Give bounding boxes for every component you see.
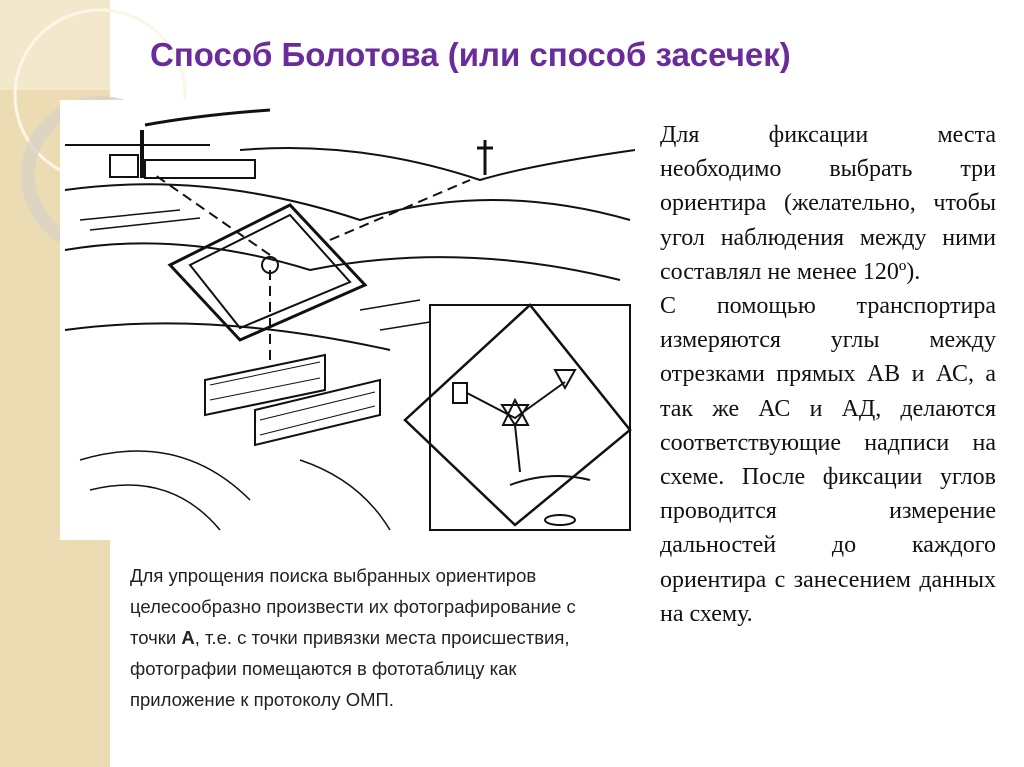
photo-note-before: Для упрощения поиска выбранных ориентиров целесообразно произвести их фотографирование с точки bbox=[130, 565, 576, 648]
photo-note-after: , т.е. с точки привязки места происшествия, фотографии помещаются в фототаблицу как приложение к протоколу ОМП. bbox=[130, 627, 570, 710]
paragraph-landmarks: Для фиксации места необходимо выбрать три ориентира (желательно, чтобы угол наблюдения между ними составлял не менее 120º). bbox=[660, 122, 996, 285]
photo-note bbox=[130, 560, 620, 715]
illustration-landmarks bbox=[60, 100, 640, 540]
slide-title: Способ Болотова (или способ засечек) bbox=[150, 36, 791, 73]
point-a: А bbox=[181, 627, 195, 648]
paragraph-measurement: С помощью транспортира измеряются углы между отрезками прямых АВ и АС, а так же АС и АД, делаются соответствующие надписи на схеме. После фиксации углов проводится измерение дальностей до каждого ориентира с занесением данных на схему. bbox=[660, 293, 996, 627]
description-text bbox=[660, 118, 996, 631]
